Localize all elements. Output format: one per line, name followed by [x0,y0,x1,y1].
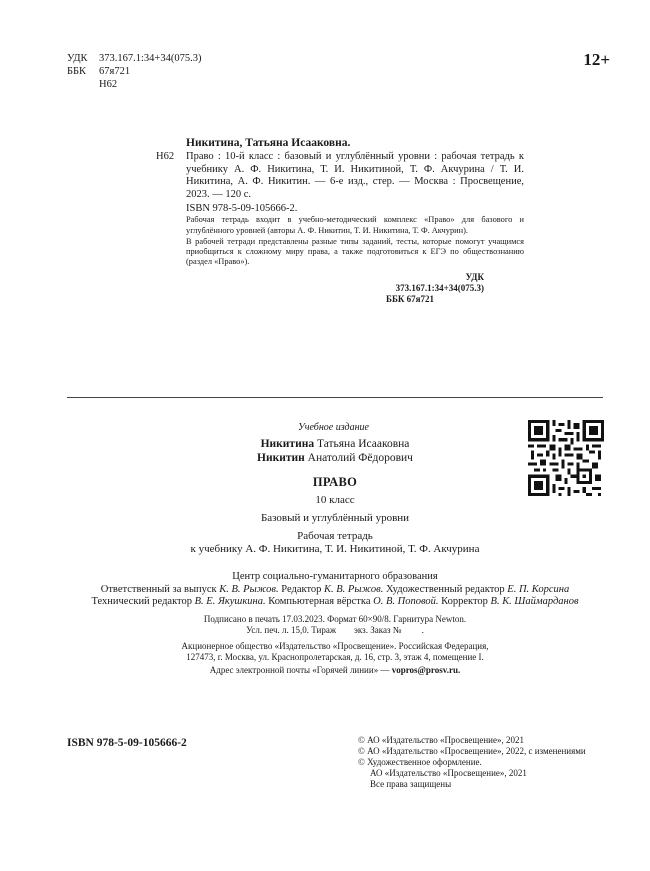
layout-name: О. В. Поповой. [373,596,439,608]
catalog-card [186,137,524,305]
copyright-line-5: Все права защищены [370,779,452,789]
catalog-description: Право : 10-й класс : базовый и углублённый уровни : рабочая тетрадь к учебнику А. Ф. Никитина, Т. И. Никитиной, Т. Ф. Акчурина / Т. И. Никитина, А. Ф. Никитин. — 6-е изд., стер. — Москва : Просвещение, 2023. — 120 с. [186,151,524,200]
credits [67,571,603,609]
copyright-line-4: АО «Издательство «Просвещение», 2021 [370,768,527,778]
catalog-note-1: Рабочая тетрадь входит в учебно-методический комплекс «Право» для базового и углублённого уровней (авторы А. Ф. Никитин, Т. И. Никитина, Т. Ф. Акчурин). [186,215,524,235]
resp-name: К. В. Рыжов. [219,583,279,595]
catalog-isbn: ISBN 978-5-09-105666-2. [186,203,298,215]
classification-block [67,52,201,91]
author-mark: Н62 [99,79,118,90]
divider [67,397,603,398]
resp-label: Ответственный за выпуск [100,583,217,595]
hotline-email [67,665,603,675]
bbk-label: ББК [67,66,87,77]
catalog-author: Никитина, Татьяна Исааковна. [186,137,351,149]
catalog-note-2: В рабочей тетради представлены разные типы заданий, тесты, которые помогут учащимся приобщиться к сложному миру права, а также подготовиться к ЕГЭ по обществознанию (раздел «Право»). [186,236,524,267]
udk-label: УДК [67,53,88,64]
workbook-line-1: Рабочая тетрадь [297,530,373,542]
email-address[interactable]: vopros@prosv.ru. [391,665,461,675]
art-name: Е. П. Корсина [507,583,570,595]
credits-line-1 [67,584,603,597]
publisher-info [67,641,603,663]
copyright-line-1: © АО «Издательство «Просвещение», 2021 [358,735,524,745]
author-1-name: Татьяна Исааковна [316,438,410,450]
edition-type: Учебное издание [298,422,369,433]
copyright-line-2: © АО «Издательство «Просвещение», 2022, с изменениями [358,746,586,756]
authors [67,437,603,465]
editor-label: Редактор [281,583,322,595]
author-2-name: Анатолий Фёдорович [307,452,413,464]
print-line-2: Усл. печ. л. 15,0. Тираж экз. Заказ № . [246,625,424,635]
layout-label: Компьютерная вёрстка [268,596,371,608]
udk-value: 373.167.1:34+34(075.3) [99,53,202,64]
book-title: ПРАВО [312,475,358,489]
author-1 [67,437,603,451]
tech-name: В. Е. Якушкина. [194,596,266,608]
author-1-surname: Никитина [260,438,315,450]
publisher-line-1: Акционерное общество «Издательство «Просвещение». Российская Федерация, [181,641,489,651]
catalog-udc-block [186,272,524,305]
author-2-surname: Никитин [257,452,305,464]
email-label: Адрес электронной почты «Горячей линии» — [209,665,390,675]
proof-label: Корректор [441,596,488,608]
catalog-udk: УДК 373.167.1:34+34(075.3) [395,272,484,294]
isbn-bottom: ISBN 978-5-09-105666-2 [67,737,187,749]
editor-name: К. В. Рыжов. [324,583,384,595]
credits-line-2 [67,596,603,609]
tech-label: Технический редактор [91,596,192,608]
print-line-1: Подписано в печать 17.03.2023. Формат 60×90/8. Гарнитура Newton. [203,614,467,624]
copyright-block [358,735,603,790]
print-info [67,614,603,636]
age-rating: 12+ [583,50,610,69]
grade: 10 класс [315,494,355,506]
catalog-bbk: ББК 67я721 [386,294,435,305]
center-name: Центр социально-гуманитарного образования [232,571,438,582]
qr-code [528,420,604,496]
bbk-value: 67я721 [99,66,131,77]
proof-name: В. К. Шаймарданов [490,596,579,608]
author-2 [67,451,603,465]
copyright-line-3: © Художественное оформление. [358,757,482,767]
levels: Базовый и углублённый уровни [260,512,410,524]
publisher-line-2: 127473, г. Москва, ул. Краснопролетарская, д. 16, стр. 3, этаж 4, помещение I. [186,652,484,662]
catalog-code: Н62 [156,151,175,162]
art-label: Художественный редактор [386,583,505,595]
workbook-line-2: к учебнику А. Ф. Никитина, Т. И. Никитиной, Т. Ф. Акчурина [190,543,480,555]
